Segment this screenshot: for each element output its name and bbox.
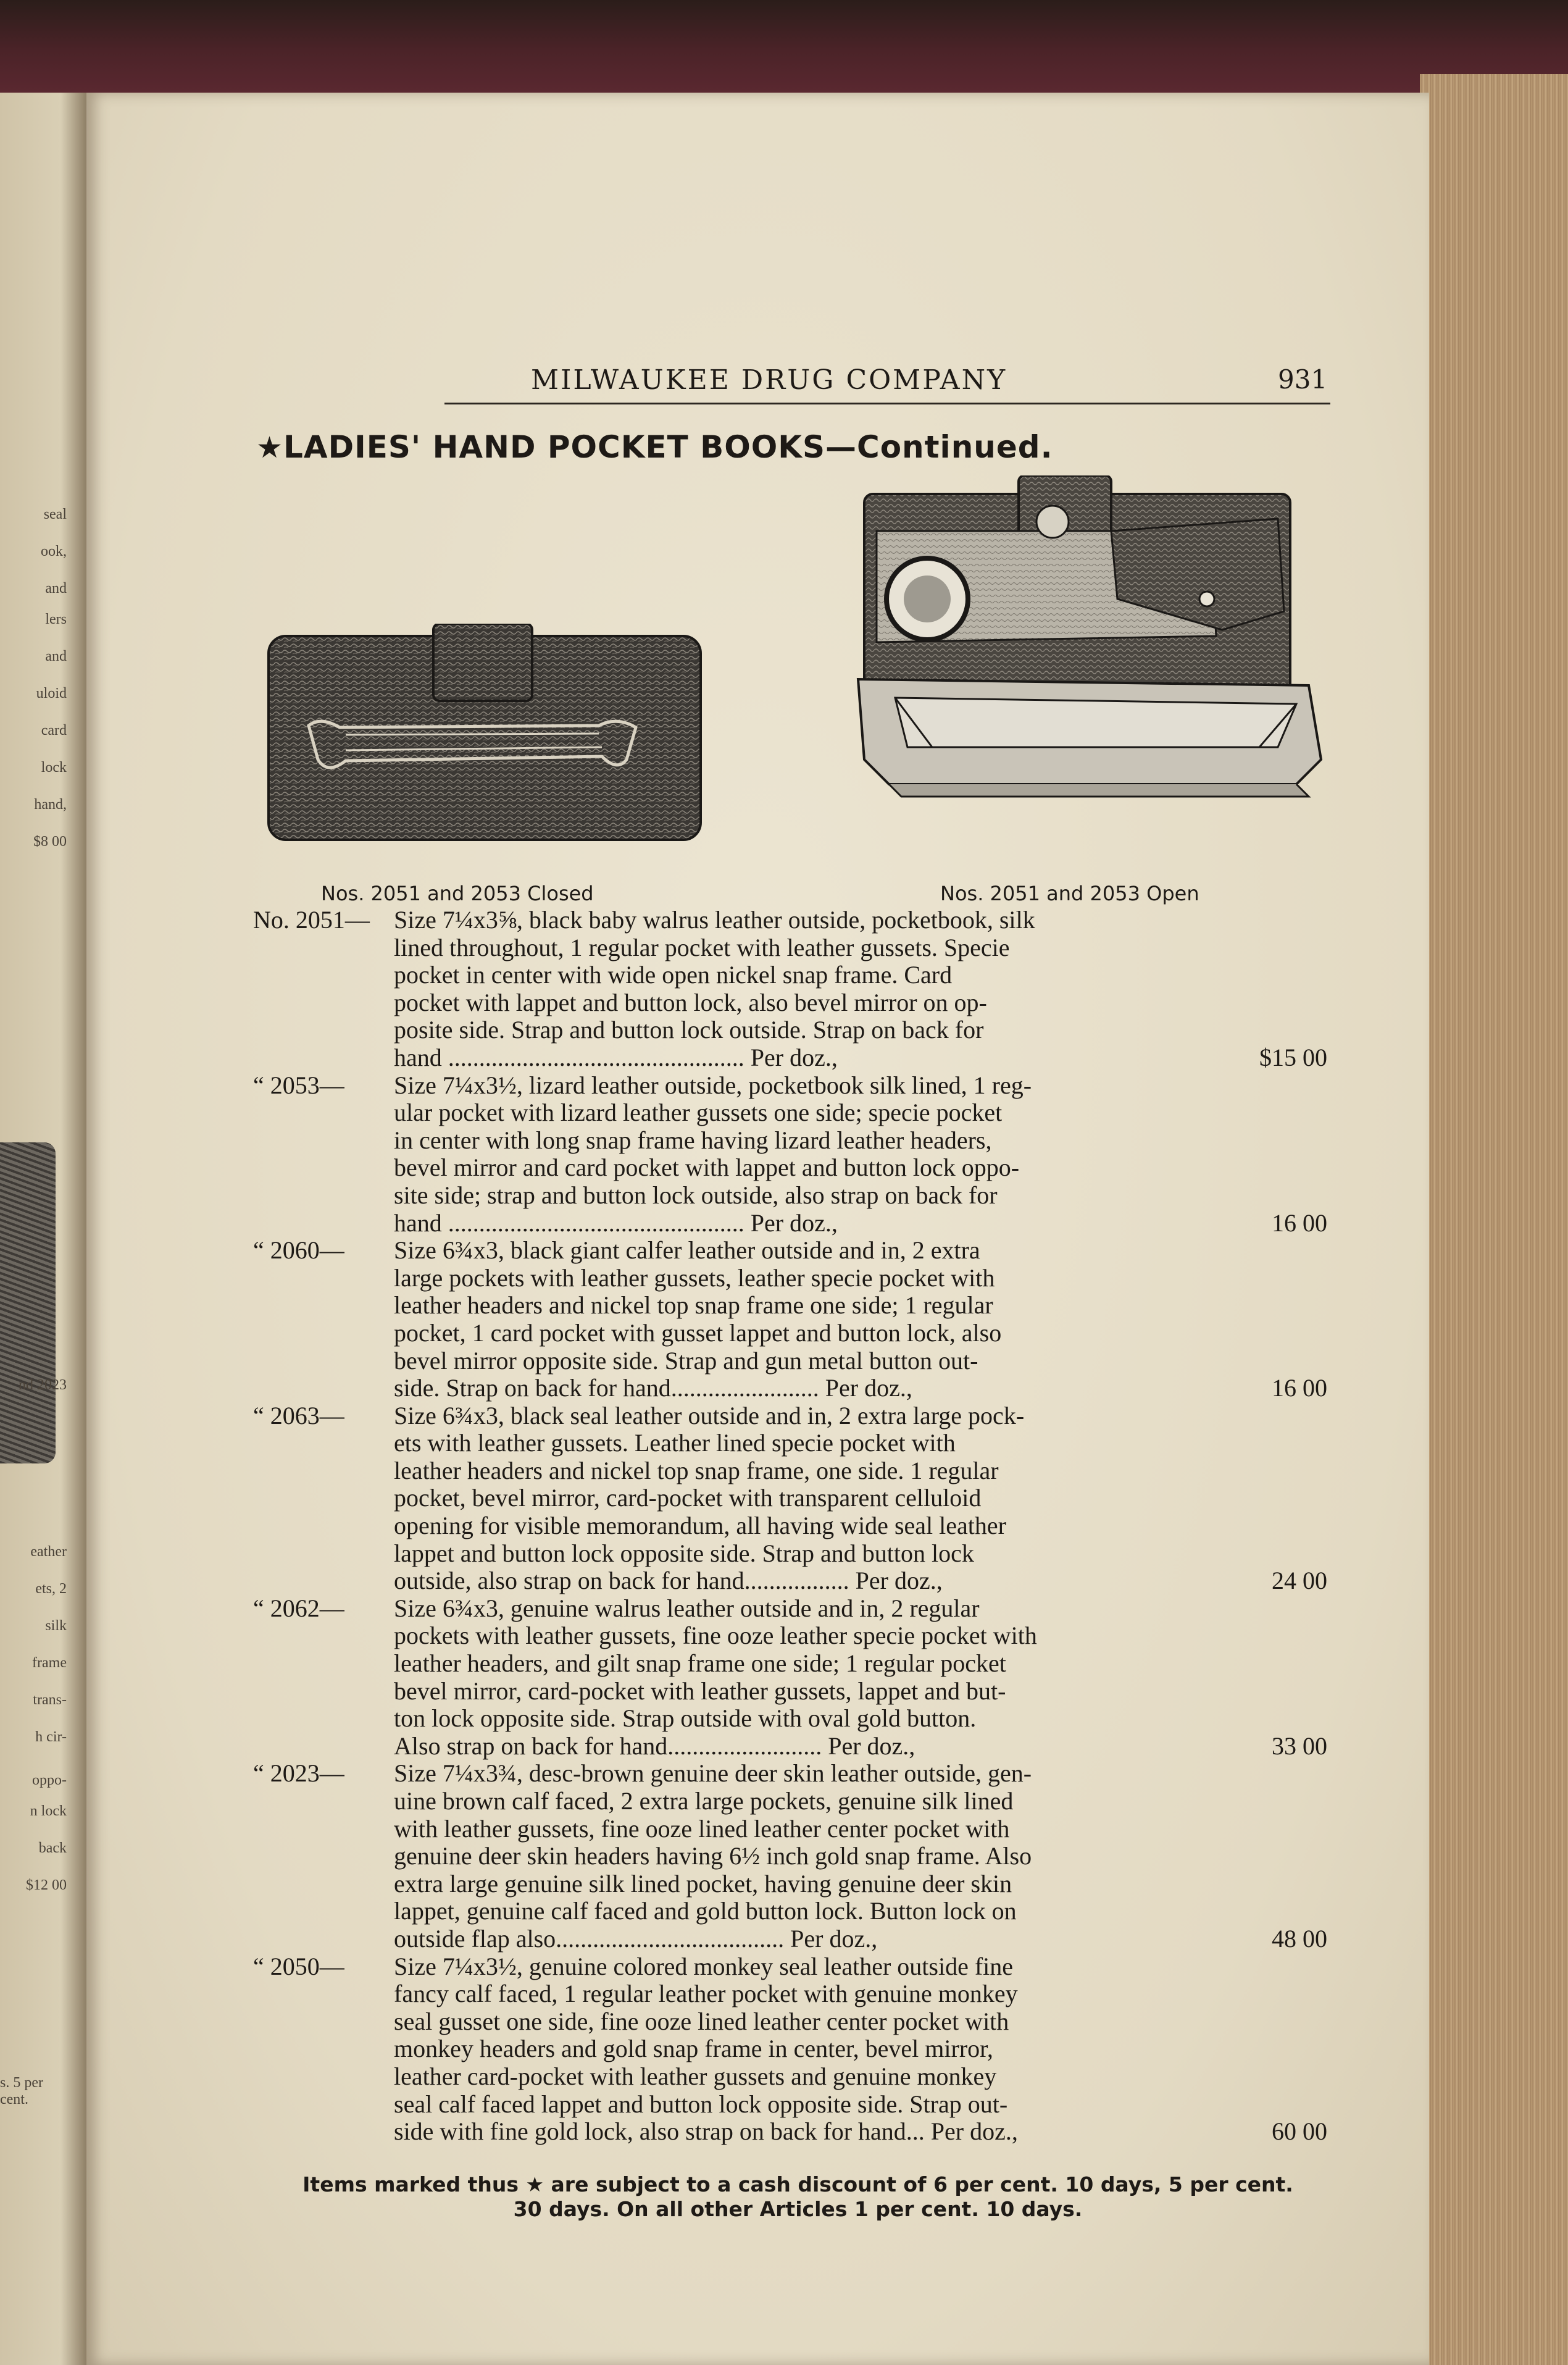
left-page-figure bbox=[0, 1142, 56, 1463]
left-page-fragment: lock bbox=[41, 760, 67, 776]
item-number: “ 2050— bbox=[253, 1952, 344, 1980]
entry-line bbox=[253, 1898, 1340, 1925]
description-text: Size 7¼x3½, genuine colored monkey seal leather outside fine bbox=[394, 1952, 1014, 1980]
entry-line bbox=[253, 1375, 1340, 1402]
price-per-dozen: 16 00 bbox=[1272, 1208, 1327, 1237]
left-page-fragment: n lock bbox=[30, 1803, 67, 1819]
entry-line bbox=[253, 1953, 1340, 1981]
description-text: leather card-pocket with leather gussets and genuine monkey bbox=[394, 2062, 997, 2090]
item-number: “ 2063— bbox=[253, 1401, 344, 1429]
page-edges bbox=[1420, 74, 1568, 2365]
description-text: pocket with lappet and button lock, also bevel mirror on op- bbox=[394, 988, 987, 1016]
left-page-fragment: and bbox=[45, 648, 67, 664]
price-per-dozen: 48 00 bbox=[1272, 1924, 1327, 1953]
price-per-dozen: 33 00 bbox=[1272, 1731, 1327, 1760]
description-text: uine brown calf faced, 2 extra large pockets, genuine silk lined bbox=[394, 1787, 1014, 1815]
item-number: “ 2053— bbox=[253, 1071, 344, 1099]
entry-line bbox=[253, 1678, 1340, 1706]
entry-line bbox=[253, 1815, 1340, 1843]
entry-line bbox=[253, 1402, 1340, 1430]
entry-line bbox=[253, 1733, 1340, 1760]
product-entry bbox=[253, 906, 1340, 1072]
description-text: outside, also strap on back for hand................. Per doz., bbox=[394, 1567, 943, 1595]
closed-caption: Nos. 2051 and 2053 Closed bbox=[321, 882, 594, 905]
entry-line bbox=[253, 1016, 1340, 1044]
left-page-fragment: back bbox=[38, 1840, 67, 1856]
entry-line bbox=[253, 1320, 1340, 1347]
entry-line bbox=[253, 1210, 1340, 1237]
open-caption: Nos. 2051 and 2053 Open bbox=[940, 882, 1199, 905]
left-page-fragment: and bbox=[45, 580, 67, 596]
discount-footnote bbox=[259, 2172, 1337, 2222]
entry-line bbox=[253, 1099, 1340, 1127]
left-page-fragment: card bbox=[41, 722, 67, 739]
description-text: Size 7¼x3⅝, black baby walrus leather outside, pocketbook, silk bbox=[394, 906, 1035, 934]
description-text: Size 6¾x3, black seal leather outside and in, 2 extra large pock- bbox=[394, 1401, 1025, 1429]
description-text: lappet and button lock opposite side. Strap and button lock bbox=[394, 1539, 974, 1567]
entry-line bbox=[253, 906, 1340, 934]
page-number: 931 bbox=[1278, 364, 1328, 395]
product-entry bbox=[253, 1072, 1340, 1237]
description-text: Also strap on back for hand......................... Per doz., bbox=[394, 1731, 915, 1760]
left-page-fragment: hand, bbox=[34, 797, 67, 813]
entry-line bbox=[253, 989, 1340, 1017]
entry-line bbox=[253, 2118, 1340, 2146]
entry-line bbox=[253, 1705, 1340, 1733]
footnote-line-1: Items marked thus ★ are subject to a cash discount of 6 per cent. 10 days, 5 per cent. bbox=[302, 2172, 1293, 2196]
description-text: monkey headers and gold snap frame in center, bevel mirror, bbox=[394, 2035, 993, 2063]
entry-line bbox=[253, 2008, 1340, 2036]
description-text: side. Strap on back for hand........................ Per doz., bbox=[394, 1374, 912, 1402]
item-number: “ 2023— bbox=[253, 1759, 344, 1788]
header-rule bbox=[444, 403, 1330, 404]
description-text: Size 7¼x3¾, desc-brown genuine deer skin leather outside, gen- bbox=[394, 1759, 1032, 1788]
product-entry bbox=[253, 1953, 1340, 2146]
description-text: leather headers and nickel top snap frame, one side. 1 regular bbox=[394, 1456, 999, 1484]
description-text: site side; strap and button lock outside, also strap on back for bbox=[394, 1181, 998, 1209]
entry-line bbox=[253, 934, 1340, 962]
description-text: fancy calf faced, 1 regular leather pocket with genuine monkey bbox=[394, 1980, 1018, 2008]
left-page-fragment: h cir- bbox=[35, 1729, 67, 1745]
left-page-fragment: nd 2023 bbox=[19, 1377, 67, 1393]
star-icon: ★ bbox=[256, 430, 284, 465]
entry-line bbox=[253, 1512, 1340, 1540]
description-text: Size 6¾x3, black giant calfer leather outside and in, 2 extra bbox=[394, 1236, 980, 1265]
description-text: lappet, genuine calf faced and gold button lock. Button lock on bbox=[394, 1897, 1017, 1925]
description-text: pockets with leather gussets, fine ooze leather specie pocket with bbox=[394, 1622, 1037, 1650]
left-page-fragment: oppo- bbox=[32, 1772, 67, 1788]
entry-line bbox=[253, 1044, 1340, 1072]
catalog-page bbox=[86, 93, 1429, 2365]
left-page-fragment: $8 00 bbox=[33, 834, 67, 850]
left-page-fragment: seal bbox=[43, 506, 67, 522]
description-text: bevel mirror opposite side. Strap and gun metal button out- bbox=[394, 1346, 978, 1375]
entry-line bbox=[253, 1540, 1340, 1568]
description-text: opening for visible memorandum, all having wide seal leather bbox=[394, 1512, 1006, 1540]
entry-line bbox=[253, 2035, 1340, 2063]
entry-line bbox=[253, 1925, 1340, 1953]
product-entry bbox=[253, 1595, 1340, 1760]
left-page-fragment: uloid bbox=[36, 685, 67, 701]
price-per-dozen: 24 00 bbox=[1272, 1567, 1327, 1595]
item-number: No. 2051— bbox=[253, 906, 370, 934]
entry-line bbox=[253, 1429, 1340, 1457]
description-text: pocket, 1 card pocket with gusset lappet and button lock, also bbox=[394, 1318, 1002, 1347]
left-page-fragment: ook, bbox=[41, 543, 67, 559]
description-text: bevel mirror and card pocket with lappet and button lock oppo- bbox=[394, 1153, 1020, 1182]
left-page-fragment: s. 5 per cent. bbox=[0, 2075, 43, 2108]
description-text: Size 6¾x3, genuine walrus leather outside and in, 2 regular bbox=[394, 1594, 980, 1622]
entry-line bbox=[253, 2063, 1340, 2091]
book-binding bbox=[0, 0, 1568, 93]
entry-line bbox=[253, 1650, 1340, 1678]
product-entry bbox=[253, 1402, 1340, 1595]
description-text: leather headers and nickel top snap frame one side; 1 regular bbox=[394, 1291, 993, 1320]
description-text: ets with leather gussets. Leather lined specie pocket with bbox=[394, 1429, 956, 1457]
closed-pocketbook-illustration bbox=[265, 624, 704, 846]
entry-line bbox=[253, 1760, 1340, 1788]
price-per-dozen: 60 00 bbox=[1272, 2117, 1327, 2146]
entry-line bbox=[253, 1127, 1340, 1155]
description-text: large pockets with leather gussets, leather specie pocket with bbox=[394, 1263, 995, 1292]
description-text: hand ................................................ Per doz., bbox=[394, 1043, 838, 1071]
entry-line bbox=[253, 1484, 1340, 1512]
description-text: extra large genuine silk lined pocket, having genuine deer skin bbox=[394, 1869, 1012, 1898]
entry-line bbox=[253, 1347, 1340, 1375]
description-text: seal calf faced lappet and button lock opposite side. Strap out- bbox=[394, 2090, 1008, 2118]
running-head: MILWAUKEE DRUG COMPANY bbox=[531, 364, 1007, 396]
entry-line bbox=[253, 1843, 1340, 1870]
entry-line bbox=[253, 1457, 1340, 1485]
open-pocketbook-illustration bbox=[852, 475, 1327, 846]
entry-line bbox=[253, 1237, 1340, 1265]
description-text: ton lock opposite side. Strap outside with oval gold button. bbox=[394, 1704, 977, 1733]
entry-line bbox=[253, 1567, 1340, 1595]
product-entry bbox=[253, 1760, 1340, 1953]
description-text: seal gusset one side, fine ooze lined leather center pocket with bbox=[394, 2007, 1009, 2035]
description-text: leather headers, and gilt snap frame one side; 1 regular pocket bbox=[394, 1649, 1006, 1678]
description-text: genuine deer skin headers having 6½ inch gold snap frame. Also bbox=[394, 1842, 1032, 1870]
left-page-fragment: $12 00 bbox=[26, 1877, 67, 1893]
entry-line bbox=[253, 961, 1340, 989]
entry-line bbox=[253, 1595, 1340, 1623]
description-text: hand ................................................ Per doz., bbox=[394, 1208, 838, 1237]
left-page-fragment: frame bbox=[32, 1655, 67, 1671]
entry-line bbox=[253, 1870, 1340, 1898]
item-number: “ 2060— bbox=[253, 1236, 344, 1265]
description-text: pocket, bevel mirror, card-pocket with transparent celluloid bbox=[394, 1484, 982, 1512]
entry-line bbox=[253, 1154, 1340, 1182]
entry-line bbox=[253, 1788, 1340, 1815]
description-text: outside flap also..................................... Per doz., bbox=[394, 1924, 878, 1953]
description-text: side with fine gold lock, also strap on back for hand... Per doz., bbox=[394, 2117, 1018, 2146]
section-title bbox=[256, 429, 1053, 465]
entry-line bbox=[253, 1182, 1340, 1210]
entry-line bbox=[253, 1072, 1340, 1100]
left-page-fragment: eather bbox=[30, 1544, 67, 1560]
description-text: bevel mirror, card-pocket with leather gussets, lappet and but- bbox=[394, 1676, 1006, 1705]
description-text: ular pocket with lizard leather gussets one side; specie pocket bbox=[394, 1099, 1003, 1127]
description-text: in center with long snap frame having lizard leather headers, bbox=[394, 1126, 992, 1154]
product-entry bbox=[253, 1237, 1340, 1402]
section-title-text: LADIES' HAND POCKET BOOKS—Continued. bbox=[283, 429, 1053, 465]
left-page-fragment: ets, 2 bbox=[35, 1581, 67, 1597]
description-text: lined throughout, 1 regular pocket with leather gussets. Specie bbox=[394, 933, 1010, 961]
entry-line bbox=[253, 1622, 1340, 1650]
left-page-fragment: trans- bbox=[33, 1692, 67, 1708]
left-page-edge bbox=[0, 93, 86, 2365]
description-text: posite side. Strap and button lock outside. Strap on back for bbox=[394, 1016, 984, 1044]
entry-line bbox=[253, 1980, 1340, 2008]
price-per-dozen: 16 00 bbox=[1272, 1374, 1327, 1402]
left-page-fragment: silk bbox=[45, 1618, 67, 1634]
entry-line bbox=[253, 1292, 1340, 1320]
entry-line bbox=[253, 2091, 1340, 2119]
description-text: Size 7¼x3½, lizard leather outside, pocketbook silk lined, 1 reg- bbox=[394, 1071, 1032, 1099]
footnote-line-2: 30 days. On all other Articles 1 per cent. 10 days. bbox=[513, 2197, 1083, 2221]
left-page-fragment: lers bbox=[45, 611, 67, 627]
entry-line bbox=[253, 1265, 1340, 1292]
price-per-dozen: $15 00 bbox=[1259, 1043, 1327, 1071]
description-text: pocket in center with wide open nickel snap frame. Card bbox=[394, 961, 953, 989]
description-text: with leather gussets, fine ooze lined leather center pocket with bbox=[394, 1814, 1010, 1843]
item-number: “ 2062— bbox=[253, 1594, 344, 1622]
product-entries bbox=[253, 906, 1340, 2146]
